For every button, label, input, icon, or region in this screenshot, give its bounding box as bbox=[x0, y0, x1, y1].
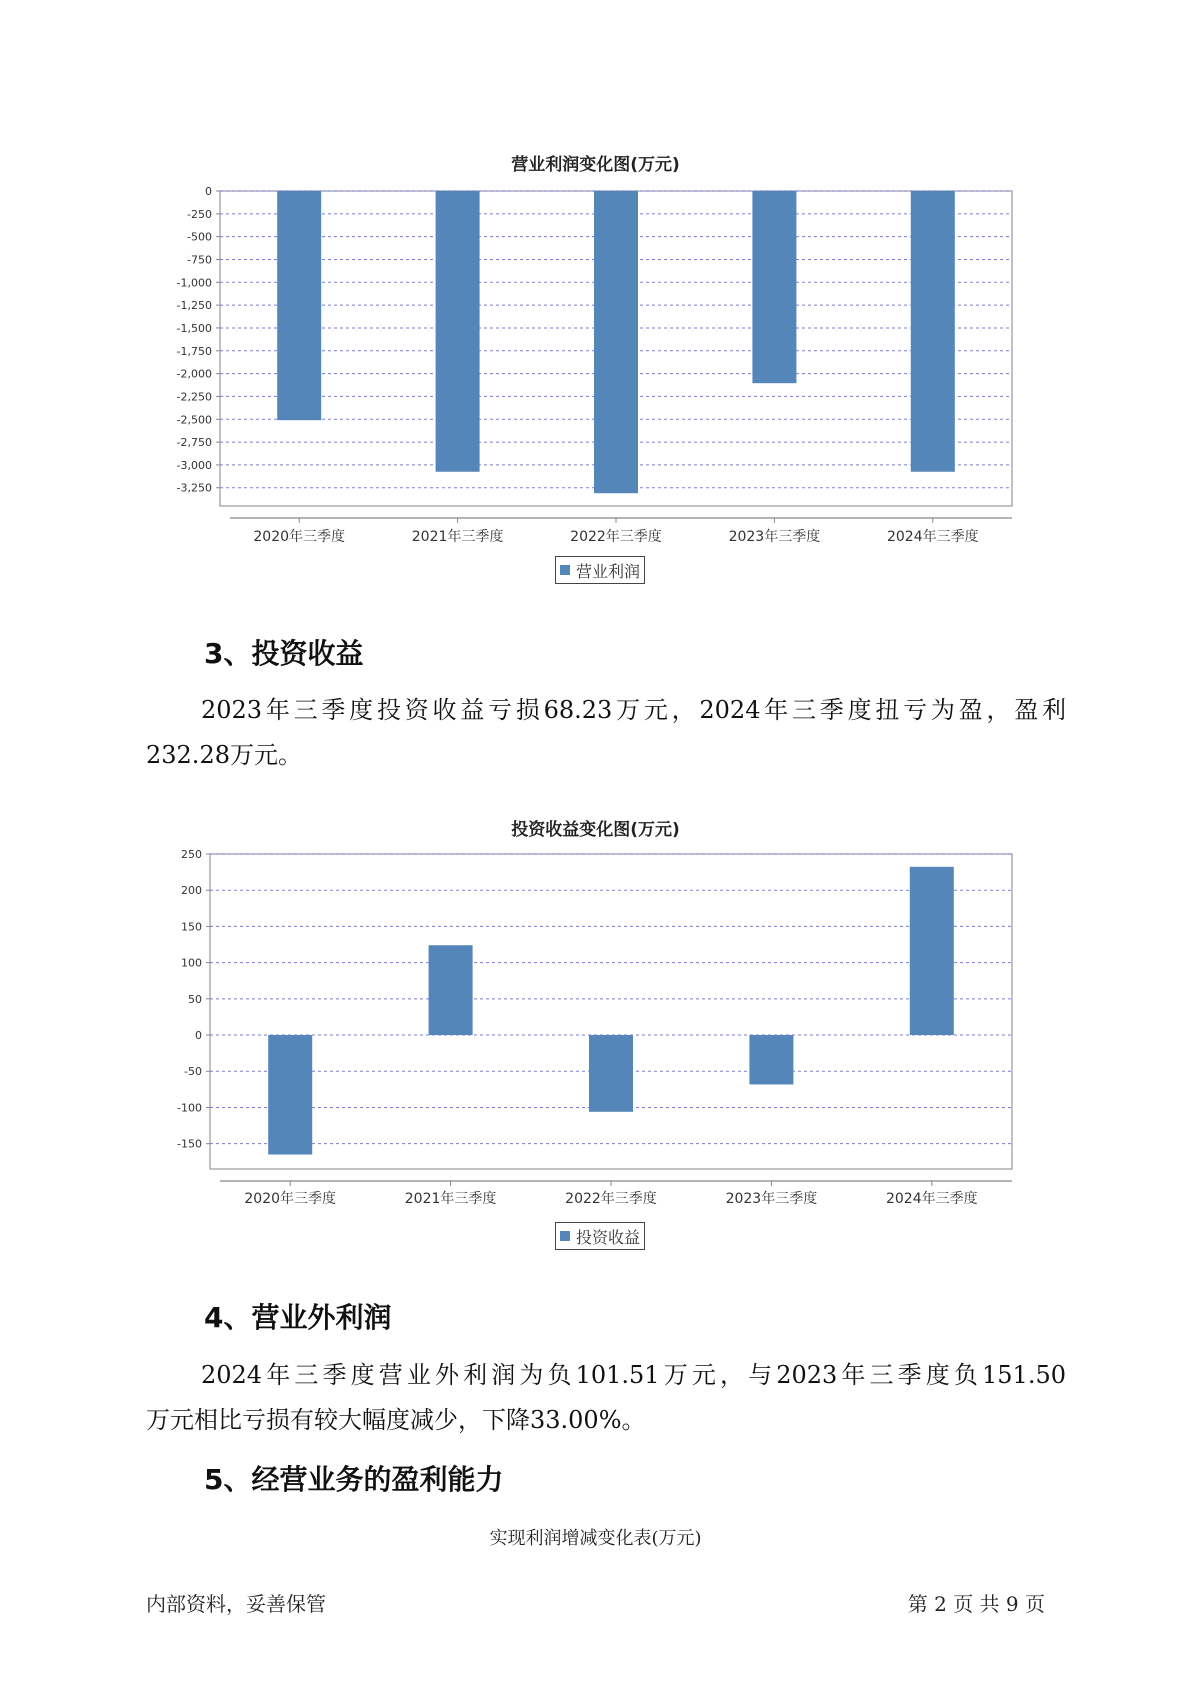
y-tick-label: -1,750 bbox=[176, 344, 212, 358]
y-tick-label: -150 bbox=[177, 1137, 202, 1151]
x-tick-label: 2020年三季度 bbox=[253, 529, 346, 545]
x-tick-label: 2021年三季度 bbox=[411, 529, 504, 545]
plot-area bbox=[210, 854, 1012, 1169]
x-tick-label: 2020年三季度 bbox=[244, 1191, 337, 1207]
y-tick-label: 0 bbox=[205, 185, 212, 198]
section-5-heading: 5、经营业务的盈利能力 bbox=[204, 1463, 504, 1496]
x-tick-label: 2024年三季度 bbox=[885, 1191, 978, 1207]
section-3-line2: 232.28万元。 bbox=[146, 741, 302, 769]
chart2-legend bbox=[555, 1222, 645, 1250]
y-tick-label: -3,250 bbox=[176, 481, 212, 495]
x-tick-label: 2022年三季度 bbox=[570, 529, 662, 545]
section-4-line2: 万元相比亏损有较大幅度减少，下降33.00%。 bbox=[146, 1406, 646, 1434]
footer-page-number: 第 2 页 共 9 页 bbox=[907, 1592, 1045, 1616]
chart2-legend-label: 投资收益 bbox=[576, 1227, 641, 1247]
x-tick-label: 2023年三季度 bbox=[728, 529, 821, 545]
y-tick-label: -2,250 bbox=[176, 390, 212, 404]
y-tick-label: -3,000 bbox=[176, 458, 212, 472]
section-4-paragraph bbox=[146, 1353, 1066, 1443]
y-tick-label: -2,500 bbox=[176, 413, 212, 427]
y-tick-label: -2,000 bbox=[176, 367, 212, 381]
chart1-legend-label: 营业利润 bbox=[576, 561, 641, 581]
section-4-heading: 4、营业外利润 bbox=[204, 1301, 392, 1334]
y-tick-label: 250 bbox=[181, 848, 202, 861]
footer-left: 内部资料，妥善保管 bbox=[146, 1592, 326, 1616]
section-4-line1: 2024年三季度营业外利润为负101.51万元，与2023年三季度负151.50 bbox=[201, 1361, 1066, 1389]
y-tick-label: -750 bbox=[187, 253, 212, 267]
bar bbox=[910, 867, 954, 1035]
y-tick-label: -500 bbox=[187, 230, 212, 244]
section-3-heading: 3、投资收益 bbox=[204, 637, 364, 670]
y-tick-label: -2,750 bbox=[176, 436, 212, 450]
x-tick-label: 2022年三季度 bbox=[565, 1191, 657, 1207]
y-tick-label: -100 bbox=[177, 1101, 202, 1115]
x-tick-label: 2023年三季度 bbox=[725, 1191, 818, 1207]
y-tick-label: 100 bbox=[181, 956, 202, 970]
chart2-title: 投资收益变化图(万元) bbox=[511, 820, 680, 840]
bar bbox=[429, 945, 473, 1035]
x-tick-label: 2021年三季度 bbox=[404, 1191, 497, 1207]
table-caption: 实现利润增减变化表(万元) bbox=[489, 1528, 702, 1549]
legend-swatch bbox=[560, 1231, 570, 1241]
section-3-line1: 2023年三季度投资收益亏损68.23万元，2024年三季度扭亏为盈，盈利 bbox=[201, 696, 1066, 724]
bar bbox=[749, 1035, 793, 1084]
bar bbox=[589, 1035, 633, 1112]
y-tick-label: 0 bbox=[195, 1029, 202, 1043]
y-tick-label: -1,500 bbox=[176, 321, 212, 335]
y-tick-label: 150 bbox=[181, 920, 202, 934]
y-tick-label: -250 bbox=[187, 207, 212, 221]
x-tick-label: 2024年三季度 bbox=[886, 529, 979, 545]
y-tick-label: -50 bbox=[184, 1065, 202, 1079]
y-tick-label: -1,000 bbox=[176, 276, 212, 290]
y-tick-label: 200 bbox=[181, 884, 202, 898]
y-tick-label: 50 bbox=[188, 992, 202, 1006]
bar bbox=[268, 1035, 312, 1154]
chart1-title: 营业利润变化图(万元) bbox=[511, 155, 680, 175]
y-tick-label: -1,250 bbox=[176, 299, 212, 313]
